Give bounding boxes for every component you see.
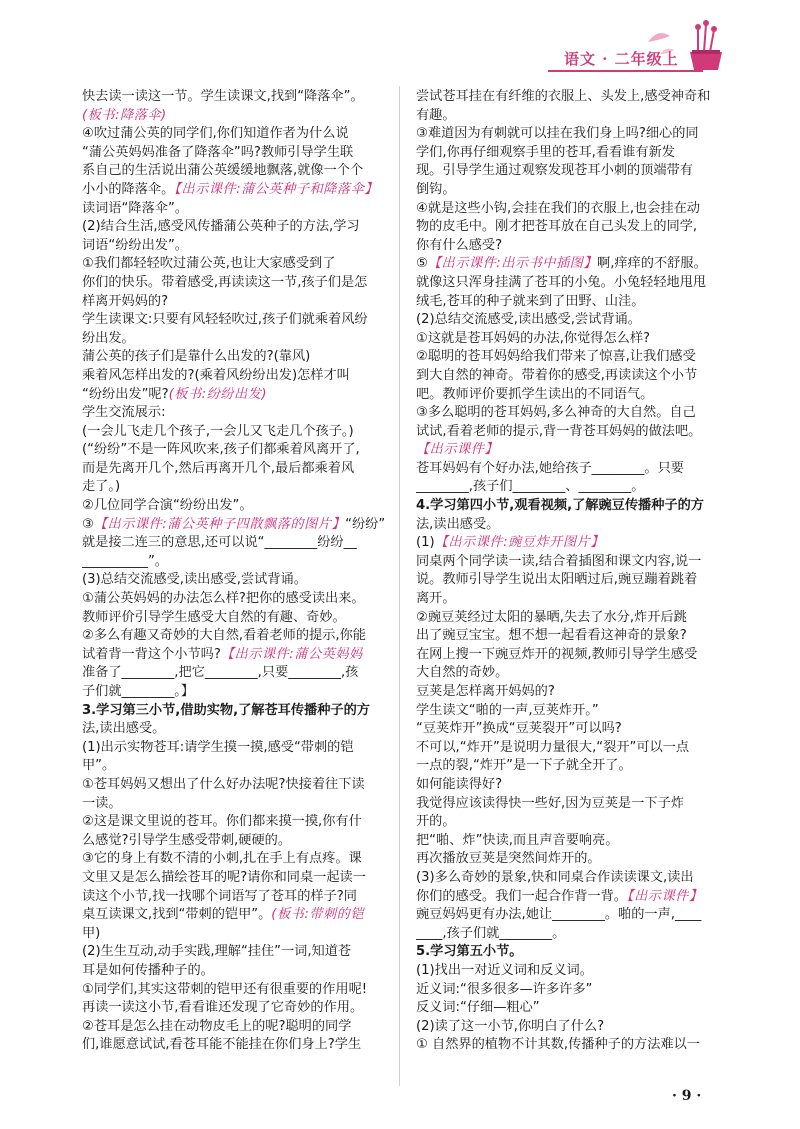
text-line: “纷纷出发”呢?(板书:纷纷出发) bbox=[82, 386, 267, 402]
text-line: ④吹过蒲公英的同学们,你们知道作者为什么说 bbox=[82, 126, 349, 142]
text-line: (1)出示实物苍耳:请学生摸一摸,感受“带刺的铠 bbox=[82, 739, 354, 755]
text-line: 倒钩。 bbox=[416, 181, 456, 197]
text-line: 而是先离开几个,然后再离开几个,最后都乘着风 bbox=[82, 460, 355, 476]
text-line: 甲) bbox=[82, 925, 101, 941]
text-line: 你们的感受。我们一起合作背一背。【出示课件】 bbox=[416, 888, 703, 904]
text-line: 有趣。 bbox=[416, 107, 456, 123]
text-line: 试着背一背这个小节吗?【出示课件:蒲公英妈妈 bbox=[82, 646, 363, 662]
text-line: (2)结合生活,感受风传播蒲公英种子的方法,学习 bbox=[82, 219, 360, 235]
text-line: 小小的降落伞。【出示课件:蒲公英种子和降落伞】 bbox=[82, 181, 378, 197]
text-line: 系自己的生活说出蒲公英缓缓地飘落,就像一个个 bbox=[82, 163, 364, 179]
text-line: ____,孩子们就________。 bbox=[416, 925, 566, 941]
text-line: 我觉得应该读得快一些好,因为豆荚是一下子炸 bbox=[416, 795, 684, 811]
text-line: ②聪明的苍耳妈妈给我们带来了惊喜,让我们感受 bbox=[416, 349, 696, 365]
text-line: 在网上搜一下豌豆炸开的视频,教师引导学生感受 bbox=[416, 646, 698, 662]
text-line: 试试,看着老师的提示,背一背苍耳妈妈的做法吧。 bbox=[416, 423, 702, 439]
text-line: ②豌豆荚经过太阳的暴晒,失去了水分,炸开后跳 bbox=[416, 609, 687, 625]
text-line: ①苍耳妈妈又想出了什么好办法呢?快接着往下读 bbox=[82, 776, 365, 792]
text-line: 一读。 bbox=[82, 795, 122, 811]
text-line: (一会儿飞走几个孩子,一会儿又飞走几个孩子。) bbox=[82, 423, 354, 439]
text-line: __________”。 bbox=[82, 553, 168, 569]
text-line: 现。引导学生通过观察发现苍耳小刺的顶端带有 bbox=[416, 163, 693, 179]
text-line: 学生交流展示: bbox=[82, 405, 166, 421]
left-column bbox=[82, 88, 388, 1055]
text-line: 豌豆妈妈更有办法,她让________。啪的一声,____ bbox=[416, 907, 702, 923]
text-line: (1)找出一对近义词和反义词。 bbox=[416, 962, 593, 978]
text-line: 耳是如何传播种子的。 bbox=[82, 962, 214, 978]
text-line: 绒毛,苍耳的种子就来到了田野、山洼。 bbox=[416, 293, 645, 309]
text-line: ②苍耳是怎么挂在动物皮毛上的呢?聪明的同学 bbox=[82, 1018, 352, 1034]
text-line: 吧。教师评价要抓学生读出的不同语气。 bbox=[416, 386, 654, 402]
text-line: 就是接二连三的意思,还可以说“________纷纷__ bbox=[82, 535, 357, 551]
text-line: ③多么聪明的苍耳妈妈,多么神奇的大自然。自己 bbox=[416, 405, 696, 421]
text-line: 就像这只浑身挂满了苍耳的小兔。小兔轻轻地甩甩 bbox=[416, 274, 707, 290]
text-line: 把“啪、炸”快读,而且声音要响亮。 bbox=[416, 832, 619, 848]
text-line: 4.学习第四小节,观看视频,了解豌豆传播种子的方 bbox=[416, 498, 704, 514]
text-line: 3.学习第三小节,借助实物,了解苍耳传播种子的方 bbox=[82, 702, 370, 718]
text-line: 子们就________。】 bbox=[82, 684, 195, 699]
text-line: 词语“纷纷出发”。 bbox=[82, 237, 188, 253]
text-line: 尝试苍耳挂在有纤维的衣服上、头发上,感受神奇和 bbox=[416, 89, 711, 104]
text-line: (2)总结交流感受,读出感受,尝试背诵。 bbox=[416, 312, 641, 328]
text-line: 你们的快乐。带着感受,再读读这一节,孩子们是怎 bbox=[82, 274, 368, 290]
header-rule bbox=[548, 70, 703, 72]
text-line: 你有什么感受? bbox=[416, 237, 503, 253]
text-line: 【出示课件】 bbox=[416, 442, 499, 458]
text-line: ②这是课文里说的苍耳。你们都来摸一摸,你有什 bbox=[82, 814, 362, 830]
text-line: (1)【出示课件:豌豆炸开图片】 bbox=[416, 535, 604, 551]
text-line: 不可以,“炸开”是说明力量很大,“裂开”可以一点 bbox=[416, 739, 690, 755]
text-line: 学生读文“啪的一声,豆荚炸开。” bbox=[416, 702, 599, 718]
text-line: 走了。) bbox=[82, 479, 121, 495]
text-line: 同桌两个同学读一读,结合着插图和课文内容,说一 bbox=[416, 553, 702, 569]
text-line: 一点的裂,“炸开”是一下子就全开了。 bbox=[416, 758, 632, 774]
text-line: 出了豌豆宝宝。想不想一起看看这神奇的景象? bbox=[416, 628, 687, 644]
text-line: 学生读课文:只要有风轻轻吹过,孩子们就乘着风纷 bbox=[82, 312, 368, 328]
text-line: 法,读出感受。 bbox=[416, 516, 500, 532]
text-line: (2)生生互动,动手实践,理解“挂住”一词,知道苍 bbox=[82, 944, 352, 960]
text-line: 蒲公英的孩子们是靠什么出发的?(靠风) bbox=[82, 349, 311, 365]
text-line: (3)多么奇妙的景象,快和同桌合作读读课文,读出 bbox=[416, 869, 694, 885]
text-line: ①这就是苍耳妈妈的办法,你觉得怎么样? bbox=[416, 330, 651, 346]
text-line: 再读一读这小节,看看谁还发现了它奇妙的作用。 bbox=[82, 1000, 364, 1016]
right-column bbox=[416, 88, 722, 1055]
text-line: 反义词:“仔细—粗心” bbox=[416, 1000, 540, 1016]
text-line: 到大自然的神奇。带着你的感受,再读读这个小节 bbox=[416, 367, 698, 383]
text-line: (3)总结交流感受,读出感受,尝试背诵。 bbox=[82, 572, 307, 588]
text-line: 样离开妈妈的? bbox=[82, 293, 169, 309]
text-line: 法,读出感受。 bbox=[82, 721, 166, 737]
text-line: 学们,你再仔细观察手里的苍耳,看看谁有新发 bbox=[416, 144, 675, 160]
text-line: 教师评价引导学生感受大自然的有趣、奇妙。 bbox=[82, 609, 346, 625]
text-line: ①我们都轻轻吹过蒲公英,也让大家感受到了 bbox=[82, 256, 336, 272]
text-line: ②多么有趣又奇妙的大自然,看着老师的提示,你能 bbox=[82, 628, 366, 644]
text-line: 桌互读课文,找到“带刺的铠甲”。(板书:带刺的铠 bbox=[82, 907, 365, 923]
text-line: “蒲公英妈妈准备了降落伞”吗?教师引导学生联 bbox=[82, 144, 354, 160]
text-line: 准备了________,把它________,只要________,孩 bbox=[82, 665, 359, 681]
page-header bbox=[0, 0, 800, 80]
text-line: 近义词:“很多很多—许多许多” bbox=[416, 981, 593, 997]
text-line: 文里又是怎么描绘苍耳的呢?请你和同桌一起读一 bbox=[82, 869, 366, 885]
text-line: 们,谁愿意试试,看苍耳能不能挂在你们身上?学生 bbox=[82, 1037, 362, 1053]
text-line: 纷出发。 bbox=[82, 330, 135, 346]
text-line: ________,孩子们________、________。 bbox=[416, 479, 645, 495]
text-line: (板书:降落伞) bbox=[82, 107, 167, 123]
text-line: 说。教师引导学生说出太阳晒过后,豌豆蹦着跳着 bbox=[416, 572, 698, 588]
text-line: ②几位同学合演“纷纷出发”。 bbox=[82, 498, 253, 514]
header-title: 语文 · 二年级上 bbox=[564, 50, 679, 68]
text-line: 甲”。 bbox=[82, 758, 116, 774]
text-line: 读这个小节,找一找哪个词语写了苍耳的样子?同 bbox=[82, 888, 357, 904]
text-line: 如何能读得好? bbox=[416, 776, 503, 792]
text-line: 离开。 bbox=[416, 591, 456, 607]
text-line: 物的皮毛中。刚才把苍耳放在自己头发上的同学, bbox=[416, 219, 698, 235]
petal-icon bbox=[648, 33, 670, 42]
text-line: (“纷纷”不是一阵风吹来,孩子们都乘着风离开了, bbox=[82, 442, 360, 458]
text-line: ③它的身上有数不清的小刺,扎在手上有点疼。课 bbox=[82, 851, 362, 867]
text-line: ③【出示课件:蒲公英种子四散飘落的图片】“纷纷” bbox=[82, 516, 386, 532]
text-line: 5.学习第五小节。 bbox=[416, 944, 523, 960]
text-line: 读词语“降落伞”。 bbox=[82, 200, 188, 216]
text-line: 快去读一读这一节。学生读课文,找到“降落伞”。 bbox=[82, 89, 364, 104]
text-line: 豆荚是怎样离开妈妈的? bbox=[416, 684, 555, 699]
text-line: ①蒲公英妈妈的办法怎么样?把你的感受读出来。 bbox=[82, 591, 365, 607]
page-number: · 9 · bbox=[672, 1088, 702, 1104]
text-line: ⑤【出示课件:出示书中插图】啊,痒痒的不舒服。 bbox=[416, 256, 707, 272]
text-line: ①同学们,其实这带刺的铠甲还有很重要的作用呢! bbox=[82, 981, 368, 997]
text-line: 再次播放豆荚是突然间炸开的。 bbox=[416, 851, 601, 867]
text-line: 乘着风怎样出发的?(乘着风纷纷出发)怎样才叫 bbox=[82, 367, 350, 383]
text-line: ③难道因为有刺就可以挂在我们身上吗?细心的同 bbox=[416, 126, 699, 142]
text-line: ④就是这些小钩,会挂在我们的衣服上,也会挂在动 bbox=[416, 200, 700, 216]
text-line: 开的。 bbox=[416, 814, 456, 830]
text-line: 么感觉?引导学生感受带刺,硬硬的。 bbox=[82, 832, 292, 848]
text-line: 大自然的奇妙。 bbox=[416, 665, 509, 681]
text-line: ① 自然界的植物不计其数,传播种子的方法难以一 bbox=[416, 1037, 700, 1053]
column-divider bbox=[399, 86, 400, 1086]
text-line: 苍耳妈妈有个好办法,她给孩子________。只要 bbox=[416, 460, 684, 476]
text-line: (2)读了这一小节,你明白了什么? bbox=[416, 1018, 605, 1034]
text-line: “豆荚炸开”换成“豆荚裂开”可以吗? bbox=[416, 721, 622, 737]
